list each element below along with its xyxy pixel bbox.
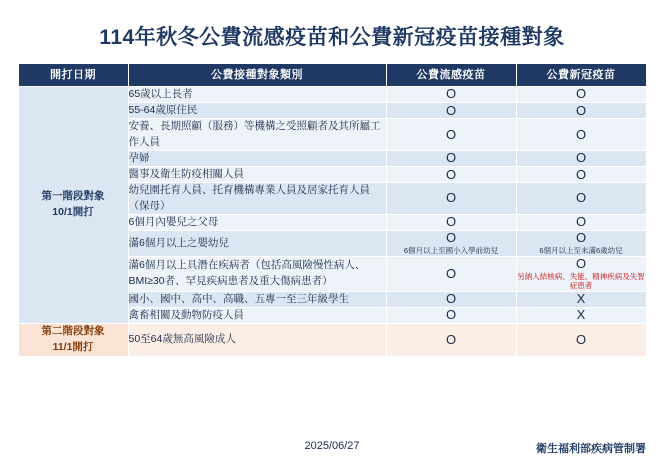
covid-mark: X — [576, 291, 586, 307]
covid-note: 6個月以上至未滿6歲幼兒 — [539, 246, 623, 256]
flu-note: 6個月以上至國小入學前幼兒 — [403, 246, 499, 256]
covid-mark-cell — [516, 103, 646, 119]
covid-mark: O — [575, 126, 587, 142]
footer-organization: 衛生福利部疾病管制署 — [536, 443, 646, 455]
phase-1-label-cell — [18, 87, 128, 324]
covid-mark: O — [575, 150, 587, 166]
covid-mark-cell — [516, 307, 646, 323]
flu-mark: O — [445, 126, 457, 142]
vaccination-target-table — [18, 63, 647, 357]
covid-mark-cell — [516, 324, 646, 357]
covid-note: 另納入結核病、失能、精神疾病及失智症患者 — [517, 271, 645, 291]
category-cell: 醫事及衛生防疫相關人員 — [128, 167, 386, 183]
covid-mark: O — [575, 102, 587, 118]
phase-1-label-line1: 第一階段對象 — [41, 190, 105, 203]
phase-2-label-line1: 第二階段對象 — [41, 325, 105, 338]
covid-mark: X — [576, 307, 586, 323]
covid-mark-cell — [516, 183, 646, 214]
category-cell: 55-64歲原住民 — [128, 103, 386, 119]
covid-mark-cell — [516, 87, 646, 103]
flu-mark: O — [445, 265, 457, 281]
category-cell: 50至64歲無高風險成人 — [128, 324, 386, 357]
flu-mark-cell — [386, 167, 516, 183]
covid-mark: O — [575, 255, 587, 271]
covid-mark-cell — [516, 150, 646, 166]
flu-mark-cell — [386, 307, 516, 323]
covid-mark: O — [575, 331, 587, 347]
category-cell: 滿6個月以上之嬰幼兒 — [128, 230, 386, 256]
flu-mark-cell — [386, 119, 516, 150]
flu-mark: O — [445, 291, 457, 307]
covid-mark-cell — [516, 230, 646, 256]
flu-mark-cell — [386, 183, 516, 214]
flu-mark-cell — [386, 87, 516, 103]
category-cell: 國小、國中、高中、高職、五專一至三年級學生 — [128, 291, 386, 307]
flu-mark: O — [445, 229, 457, 245]
flu-mark-cell — [386, 324, 516, 357]
flu-mark: O — [445, 331, 457, 347]
flu-mark: O — [445, 166, 457, 182]
table-header-row — [18, 64, 646, 87]
covid-mark: O — [575, 229, 587, 245]
category-cell: 6個月內嬰兒之父母 — [128, 214, 386, 230]
phase-1-label-line2: 10/1開打 — [52, 206, 94, 219]
column-header-date: 開打日期 — [18, 64, 128, 87]
covid-mark-cell — [516, 214, 646, 230]
table-header — [18, 64, 646, 87]
covid-mark: O — [575, 214, 587, 230]
flu-mark-cell — [386, 214, 516, 230]
table-row — [18, 324, 646, 357]
covid-mark: O — [575, 86, 587, 102]
covid-mark-cell — [516, 256, 646, 291]
flu-mark: O — [445, 307, 457, 323]
footer — [0, 440, 664, 456]
category-cell: 禽畜相關及動物防疫人員 — [128, 307, 386, 323]
column-header-category: 公費接種對象類別 — [128, 64, 386, 87]
column-header-flu-vaccine: 公費流感疫苗 — [386, 64, 516, 87]
covid-mark-cell — [516, 167, 646, 183]
table-body — [18, 87, 646, 357]
covid-mark: O — [575, 190, 587, 206]
flu-mark: O — [445, 214, 457, 230]
flu-mark: O — [445, 150, 457, 166]
column-header-covid-vaccine: 公費新冠疫苗 — [516, 64, 646, 87]
phase-2-label-line2: 11/1開打 — [52, 340, 94, 353]
page-title: 114年秋冬公費流感疫苗和公費新冠疫苗接種對象 — [99, 26, 565, 49]
flu-mark-cell — [386, 256, 516, 291]
flu-mark-cell — [386, 103, 516, 119]
flu-mark-cell — [386, 230, 516, 256]
flu-mark: O — [445, 86, 457, 102]
category-cell: 安養、長期照顧（服務）等機構之受照顧者及其所屬工作人員 — [128, 119, 386, 150]
category-cell: 滿6個月以上具潛在疾病者（包括高風險慢性病人、BMI≥30者、罕見疾病患者及重大傷病患者） — [128, 256, 386, 291]
flu-mark: O — [445, 190, 457, 206]
covid-mark-cell — [516, 119, 646, 150]
category-cell: 65歲以上長者 — [128, 87, 386, 103]
category-cell: 幼兒園托育人員、托育機構專業人員及居家托育人員（保母） — [128, 183, 386, 214]
category-cell: 孕婦 — [128, 150, 386, 166]
table-row — [18, 87, 646, 103]
flu-mark-cell — [386, 150, 516, 166]
flu-mark: O — [445, 102, 457, 118]
footer-date: 2025/06/27 — [304, 440, 360, 452]
phase-2-label-cell — [18, 324, 128, 357]
covid-mark-cell — [516, 291, 646, 307]
covid-mark: O — [575, 166, 587, 182]
flu-mark-cell — [386, 291, 516, 307]
